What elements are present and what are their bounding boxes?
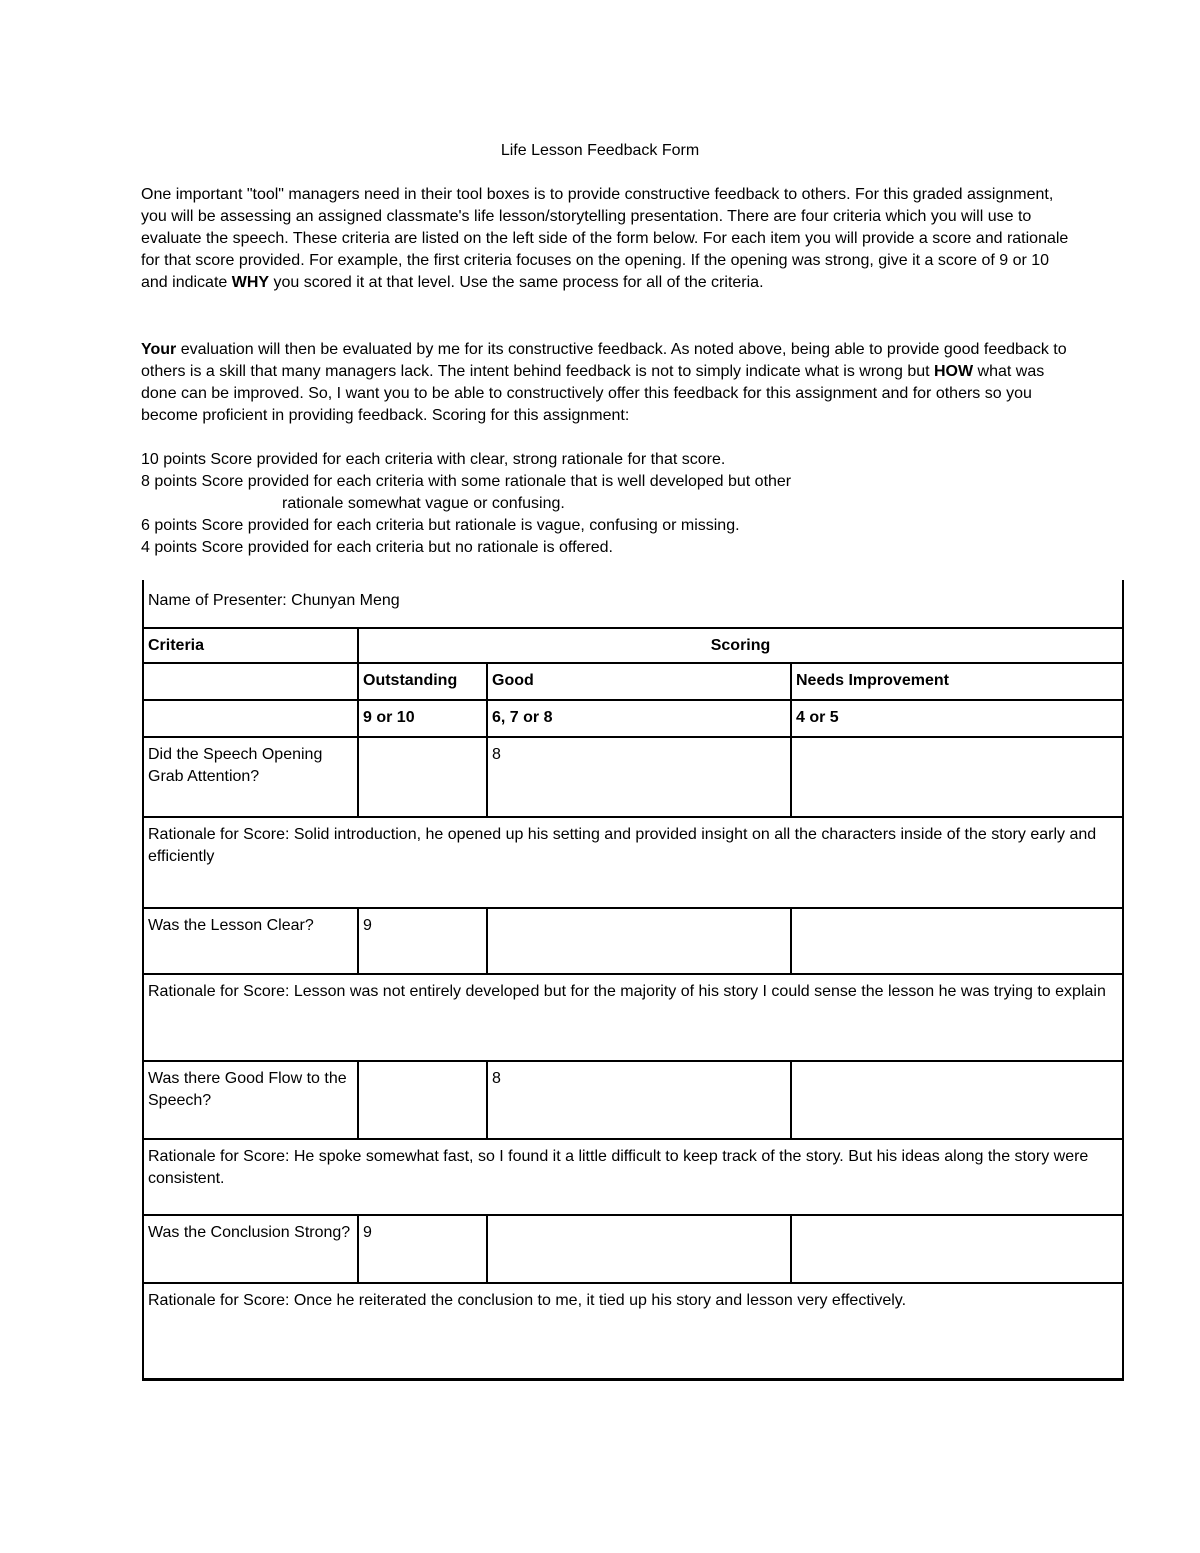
scoring-rule-10: 10 points Score provided for each criteria with clear, strong rationale for that score. <box>141 451 726 468</box>
scoring-rules <box>141 449 1041 559</box>
scoring-rule-6: 6 points Score provided for each criteria but rationale is vague, confusing or missing. <box>141 517 740 534</box>
score-good[interactable]: 8 <box>487 1061 791 1139</box>
scoring-rule-4: 4 points Score provided for each criteria but no rationale is offered. <box>141 539 613 556</box>
rationale-row <box>143 974 1123 1061</box>
intro-paragraph-1 <box>141 184 1071 294</box>
intro-p1-text-b: you scored it at that level. Use the same process for all of the criteria. <box>269 274 764 291</box>
levels-blank <box>143 663 358 700</box>
range-good: 6, 7 or 8 <box>487 700 791 737</box>
rationale-text[interactable]: Rationale for Score: Once he reiterated the conclusion to me, it tied up his story and lesson very effectively. <box>143 1283 1123 1379</box>
rationale-text[interactable]: Rationale for Score: He spoke somewhat fast, so I found it a little difficult to keep track of the story. But his ideas along the story were consistent. <box>143 1139 1123 1215</box>
intro-p2-text-a: evaluation will then be evaluated by me for its constructive feedback. As noted above, being able to provide good feedback to others is a skill that many managers lack. The intent behind feedback is not to simply indicate what is wrong but <box>141 341 1067 380</box>
score-good[interactable] <box>487 1215 791 1283</box>
criterion-label: Was there Good Flow to the Speech? <box>143 1061 358 1139</box>
score-outstanding[interactable]: 9 <box>358 908 487 974</box>
score-good[interactable]: 8 <box>487 737 791 817</box>
ranges-row <box>143 700 1123 737</box>
level-outstanding: Outstanding <box>358 663 487 700</box>
intro-p2-emphasis-how: HOW <box>934 363 974 380</box>
rationale-row <box>143 817 1123 908</box>
scoring-header: Scoring <box>358 628 1123 663</box>
presenter-name: Name of Presenter: Chunyan Meng <box>143 580 1123 628</box>
range-outstanding: 9 or 10 <box>358 700 487 737</box>
presenter-row <box>143 580 1123 628</box>
intro-p2-text-b: what was done can be improved. So, I want you to be able to constructively offer this feedback for this assignment and for others so you become proficient in providing feedback. Scoring for this assignment: <box>141 363 1045 424</box>
rationale-row <box>143 1139 1123 1215</box>
criterion-label: Was the Lesson Clear? <box>143 908 358 974</box>
score-good[interactable] <box>487 908 791 974</box>
criterion-row <box>143 1215 1123 1283</box>
score-needs-improvement[interactable] <box>791 1061 1123 1139</box>
criteria-header: Criteria <box>143 628 358 663</box>
criterion-label: Did the Speech Opening Grab Attention? <box>143 737 358 817</box>
rationale-text[interactable]: Rationale for Score: Lesson was not entirely developed but for the majority of his story I could sense the lesson he was trying to explain <box>143 974 1123 1061</box>
criterion-label: Was the Conclusion Strong? <box>143 1215 358 1283</box>
ranges-blank <box>143 700 358 737</box>
intro-p1-text-a: One important "tool" managers need in their tool boxes is to provide constructive feedback to others. For this graded assignment, you will be assessing an assigned classmate's life lesson/storytelling presentation. There are four criteria which you will use to evaluate the speech. These criteria are listed on the left side of the form below. For each item you will provide a score and rationale for that score provided. For example, the first criteria focuses on the opening. If the opening was strong, give it a score of 9 or 10 and indicate <box>141 186 1069 291</box>
range-needs-improvement: 4 or 5 <box>791 700 1123 737</box>
score-outstanding[interactable] <box>358 737 487 817</box>
score-outstanding[interactable]: 9 <box>358 1215 487 1283</box>
criterion-row <box>143 1061 1123 1139</box>
criterion-row <box>143 737 1123 817</box>
level-good: Good <box>487 663 791 700</box>
intro-p1-emphasis: WHY <box>231 274 270 291</box>
intro-p2-emphasis-your: Your <box>141 341 177 358</box>
criterion-row <box>143 908 1123 974</box>
score-outstanding[interactable] <box>358 1061 487 1139</box>
score-needs-improvement[interactable] <box>791 1215 1123 1283</box>
scoring-rule-8-cont: rationale somewhat vague or confusing. <box>282 495 565 512</box>
levels-row <box>143 663 1123 700</box>
feedback-form-table <box>142 580 1124 1381</box>
page-title: Life Lesson Feedback Form <box>500 142 700 159</box>
level-needs-improvement: Needs Improvement <box>791 663 1123 700</box>
rationale-row <box>143 1283 1123 1379</box>
score-needs-improvement[interactable] <box>791 908 1123 974</box>
scoring-rule-8: 8 points Score provided for each criteria with some rationale that is well developed but other <box>141 473 792 490</box>
score-needs-improvement[interactable] <box>791 737 1123 817</box>
rationale-text[interactable]: Rationale for Score: Solid introduction, he opened up his setting and provided insight on all the characters inside of the story early and efficiently <box>143 817 1123 908</box>
header-row <box>143 628 1123 663</box>
intro-paragraph-2 <box>141 339 1071 427</box>
